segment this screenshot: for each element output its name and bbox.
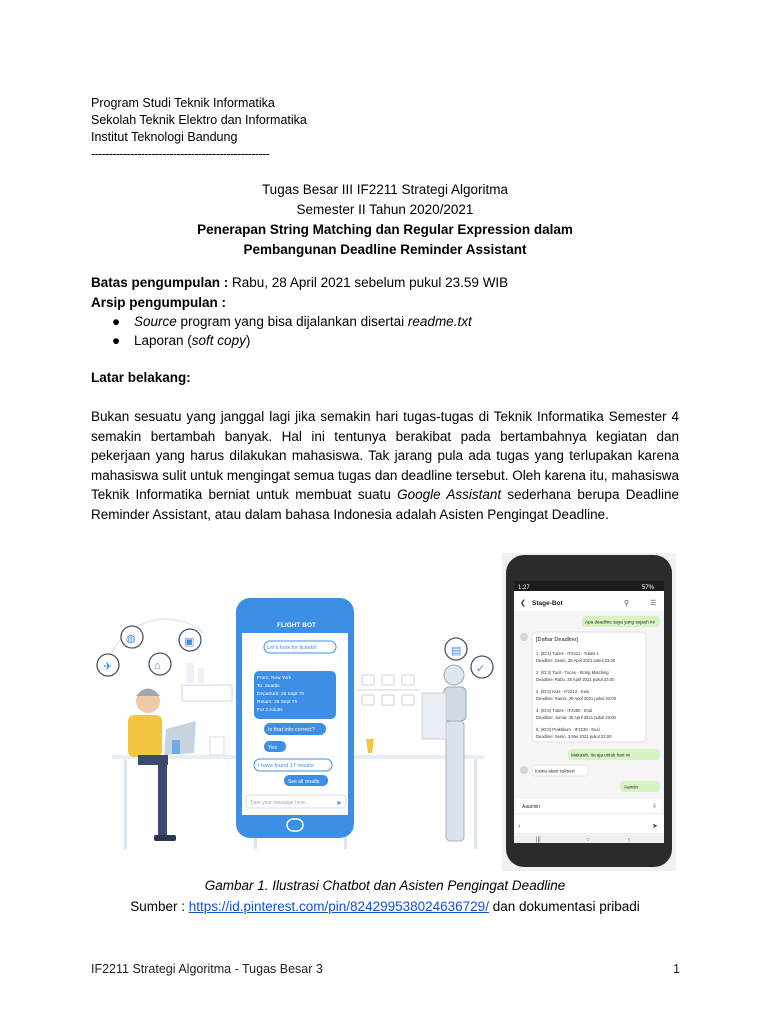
archive-item-report-text: Laporan ( (134, 333, 192, 348)
desk-leg (124, 759, 127, 849)
keyboard-bar (514, 815, 664, 833)
network-diagram (356, 675, 420, 705)
cup (172, 740, 180, 754)
deadline-item: 4. (ID:6) Tubes - IF2250 - Eval (536, 708, 593, 713)
deadline-item: 2. (ID:3) Tucil - Tucas - String Matching (536, 670, 609, 675)
archive-item-softcopy: soft copy (191, 333, 246, 348)
robot-laptop (422, 693, 446, 739)
deadline-list-bubble (532, 632, 646, 742)
svg-text:⌂: ⌂ (154, 660, 161, 672)
deadline-item-date: Deadline: Rabu, 28 April 2021 pukul 23.00 (536, 677, 615, 682)
app-title: FLIGHT BOT (277, 622, 316, 629)
deadline-item-date: Deadline: Jumat, 30 April 2021 pukul 23.00 (536, 715, 616, 720)
deadline-item: 3. (ID:5) Kuis - IF2212 - Kuis (536, 689, 590, 694)
bot-question-text: Is that info correct? (268, 727, 315, 733)
bot-avatar (520, 633, 528, 641)
svg-text:▤: ▤ (451, 645, 462, 657)
deadline-line (91, 275, 508, 290)
background-paragraph (91, 407, 679, 524)
person-legs (158, 763, 167, 838)
message-to: To: Seattle (257, 684, 280, 689)
deadline-list-title: [Daftar Deadline] (536, 637, 578, 643)
chat-name: Stage-Bot (532, 600, 563, 607)
bullet-icon: ● (112, 314, 121, 329)
background-text-italic: Google Assistant (397, 487, 502, 502)
lamp (366, 739, 374, 753)
person-body (128, 715, 162, 757)
sent-message-text: Makasih, itu aja untuk hari ini (571, 752, 631, 758)
institution-header (91, 95, 307, 163)
back-nav-icon: ‹ (628, 837, 630, 843)
left-shelf (182, 685, 232, 701)
bullet-icon: ● (112, 333, 121, 348)
chat-input-text: Aaamiin (522, 804, 541, 810)
user-reply-text: Yes (268, 745, 277, 751)
title-course: Tugas Besar III IF2211 Strategi Algoritma (261, 182, 509, 197)
svg-text:✈: ✈ (103, 661, 113, 673)
background-heading: Latar belakang: (91, 370, 191, 385)
trash-bin (210, 737, 224, 755)
archive-label: Arsip pengumpulan : (91, 295, 226, 310)
title-topic-1: Penerapan String Matching dan Regular Expression dalam (197, 222, 573, 237)
robot-head (444, 665, 464, 685)
background-text-2: sederhana berupa Deadline Reminder Assistant, atau dalam bahasa Indonesia adalah Asisten Pengingat Deadline. (91, 487, 679, 522)
bot-message-text: Kamu akan sukses! (535, 768, 576, 774)
robot-body (444, 687, 466, 721)
bot-message-text: Let's look for tickets! (267, 645, 317, 651)
phone-photo-svg (502, 553, 676, 871)
archive-item-source-text: program yang bisa dijalankan disertai (176, 314, 408, 329)
archive-item-source-italic: Source (134, 314, 177, 329)
background-text-1: Bukan sesuatu yang janggal lagi jika semakin hari tugas-tugas di Teknik Informatika Semester 4 semakin bertambah banyak. Hal ini tentunya berakibat pada bertambahnya kegiatan dan pekerjaan yang harus dilakukan mahasiswa. Tak jarang pula ada tugas yang terlupakan karena mahasiswa sulit untuk mengingat semua tugas dan deadline tersebut. Oleh karena itu, mahasiswa Teknik Informatika berniat untuk membuat suatu (91, 409, 679, 502)
archive-item-readme: readme.txt (407, 314, 472, 329)
header-school: Sekolah Teknik Elektro dan Informatika (91, 113, 307, 127)
header-program: Program Studi Teknik Informatika (91, 96, 275, 110)
svg-text:◍: ◍ (126, 633, 136, 645)
source-link[interactable]: https://id.pinterest.com/pin/824299538024636729/ (188, 899, 489, 914)
send-icon: ➤ (336, 800, 342, 807)
archive-item-source (112, 314, 472, 329)
message-from: From: New York (257, 676, 292, 681)
recent-apps-icon: ||| (536, 837, 541, 843)
message-passengers: For 2 Adults (257, 708, 283, 713)
deadline-item-date: Deadline: Senin, 26 April 2021 pukul 23.00 (536, 658, 616, 663)
bot-avatar (520, 766, 528, 774)
message-depart: Departure: 26 Sept 7h (257, 692, 305, 697)
footer-course: IF2211 Strategi Algoritma - Tugas Besar 3 (91, 962, 323, 976)
assignment-title (0, 180, 770, 260)
phone-photo (502, 553, 676, 871)
svg-text:▣: ▣ (184, 636, 195, 648)
deadline-item: 1. (ID:1) Tubes - IF2211 - Tubes 1 (536, 651, 599, 656)
figure-source (0, 899, 770, 914)
figure-caption: Gambar 1. Ilustrasi Chatbot dan Asisten Pengingat Deadline (204, 878, 566, 893)
deadline-item-date: Deadline: Kamis, 29 April 2021 pukul 23.00 (536, 696, 617, 701)
desk-leg (474, 759, 477, 849)
title-topic-2: Pembangunan Deadline Reminder Assistant (243, 242, 527, 257)
back-icon: ❮ (520, 600, 526, 607)
search-icon: ⚲ (624, 600, 630, 607)
archive-item-report (112, 333, 250, 348)
message-input-placeholder: Type your message here... (250, 800, 310, 806)
page-number: 1 (673, 962, 680, 976)
sent-message-text: Aamiin (624, 784, 639, 790)
chatbot-illustration (94, 553, 498, 871)
source-tail: dan dokumentasi pribadi (488, 899, 640, 914)
bot-results-text: I have found 17 results (258, 763, 314, 769)
expand-icon: › (518, 823, 521, 830)
archive-item-report-tail: ) (245, 333, 251, 348)
source-label: Sumber : (130, 899, 189, 914)
deadline-value: Rabu, 28 April 2021 sebelum pukul 23.59 WIB (228, 275, 509, 290)
svg-text:✓: ✓ (476, 663, 486, 675)
shelf-book (186, 663, 194, 683)
deadline-item: 5. (ID:8) Praktikum - IF2230 - Eval (536, 727, 600, 732)
home-icon: ○ (586, 837, 590, 843)
status-battery: 57% (642, 585, 655, 591)
message-return: Return: 28 Sept 7h (257, 700, 298, 705)
see-results-text: See all results (288, 779, 320, 785)
scroll-down-icon: ⇩ (652, 804, 658, 810)
shelf-book (198, 668, 204, 683)
deadline-label: Batas pengumpulan : (91, 275, 229, 290)
chatbot-illustration-svg (94, 553, 498, 871)
sent-message-text: Apa deadline saya yang sejauh ini (585, 619, 655, 625)
title-semester: Semester II Tahun 2020/2021 (296, 202, 474, 217)
status-time: 1:27 (518, 585, 530, 591)
deadline-item-date: Deadline: Senin, 3 Mei 2021 pukul 23.00 (536, 734, 612, 739)
menu-icon: ☰ (650, 600, 657, 607)
send-icon: ➤ (652, 823, 658, 830)
robot-legs (446, 721, 464, 841)
header-institute: Institut Teknologi Bandung (91, 130, 238, 144)
header-rule: -------------------------------------------------- (91, 147, 270, 161)
